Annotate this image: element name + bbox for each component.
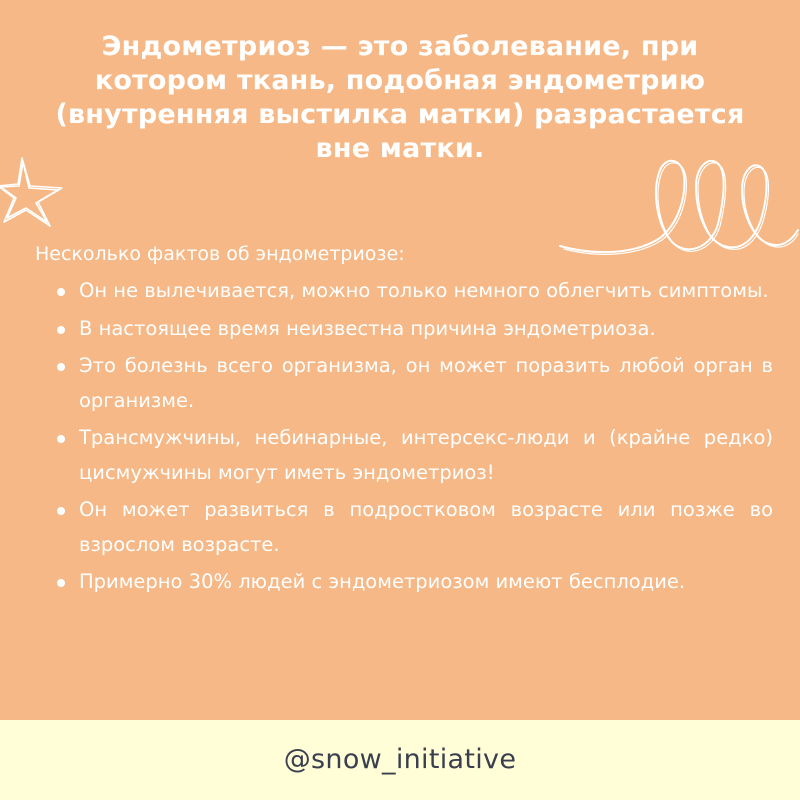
list-item bbox=[55, 565, 773, 600]
list-item bbox=[55, 493, 773, 562]
footer-bar bbox=[0, 720, 800, 800]
headline-line: вне матки. bbox=[315, 133, 485, 164]
social-handle: @snow_initiative bbox=[283, 744, 517, 775]
bullet-icon bbox=[57, 507, 65, 515]
bullet-icon bbox=[57, 435, 65, 443]
list-item bbox=[55, 421, 773, 490]
bullet-icon bbox=[57, 288, 65, 296]
bullet-icon bbox=[57, 579, 65, 587]
facts-list bbox=[55, 274, 773, 603]
fact-text: Он не вылечивается, можно только немного облегчить симптомы. bbox=[79, 279, 769, 302]
list-item bbox=[55, 312, 773, 347]
headline-line: (внутренняя выстилка матки) разрастается bbox=[55, 99, 745, 130]
headline-line: Эндометриоз — это заболевание, при bbox=[101, 31, 699, 62]
star-doodle-icon bbox=[0, 150, 70, 230]
fact-text: Он может развиться в подростковом возрасте или позже во взрослом возрасте. bbox=[79, 498, 773, 556]
fact-text: В настоящее время неизвестна причина эндометриоза. bbox=[79, 316, 656, 340]
bullet-icon bbox=[57, 326, 65, 334]
intro-text: Несколько фактов об эндометриозе: bbox=[35, 243, 405, 265]
headline bbox=[40, 30, 760, 166]
bullet-icon bbox=[57, 363, 65, 371]
fact-text: Это болезнь всего организма, он может поразить любой орган в организме. bbox=[79, 354, 773, 412]
headline-line: котором ткань, подобная эндометрию bbox=[94, 65, 706, 96]
swirl-doodle-icon bbox=[556, 154, 800, 264]
fact-text: Примерно 30% людей с эндометриозом имеют бесплодие. bbox=[79, 570, 686, 593]
list-item bbox=[55, 274, 773, 309]
fact-text: Трансмужчины, небинарные, интерсекс-люди и (крайне редко) цисмужчины могут иметь эндометриоз! bbox=[79, 426, 773, 484]
list-item bbox=[55, 349, 773, 418]
